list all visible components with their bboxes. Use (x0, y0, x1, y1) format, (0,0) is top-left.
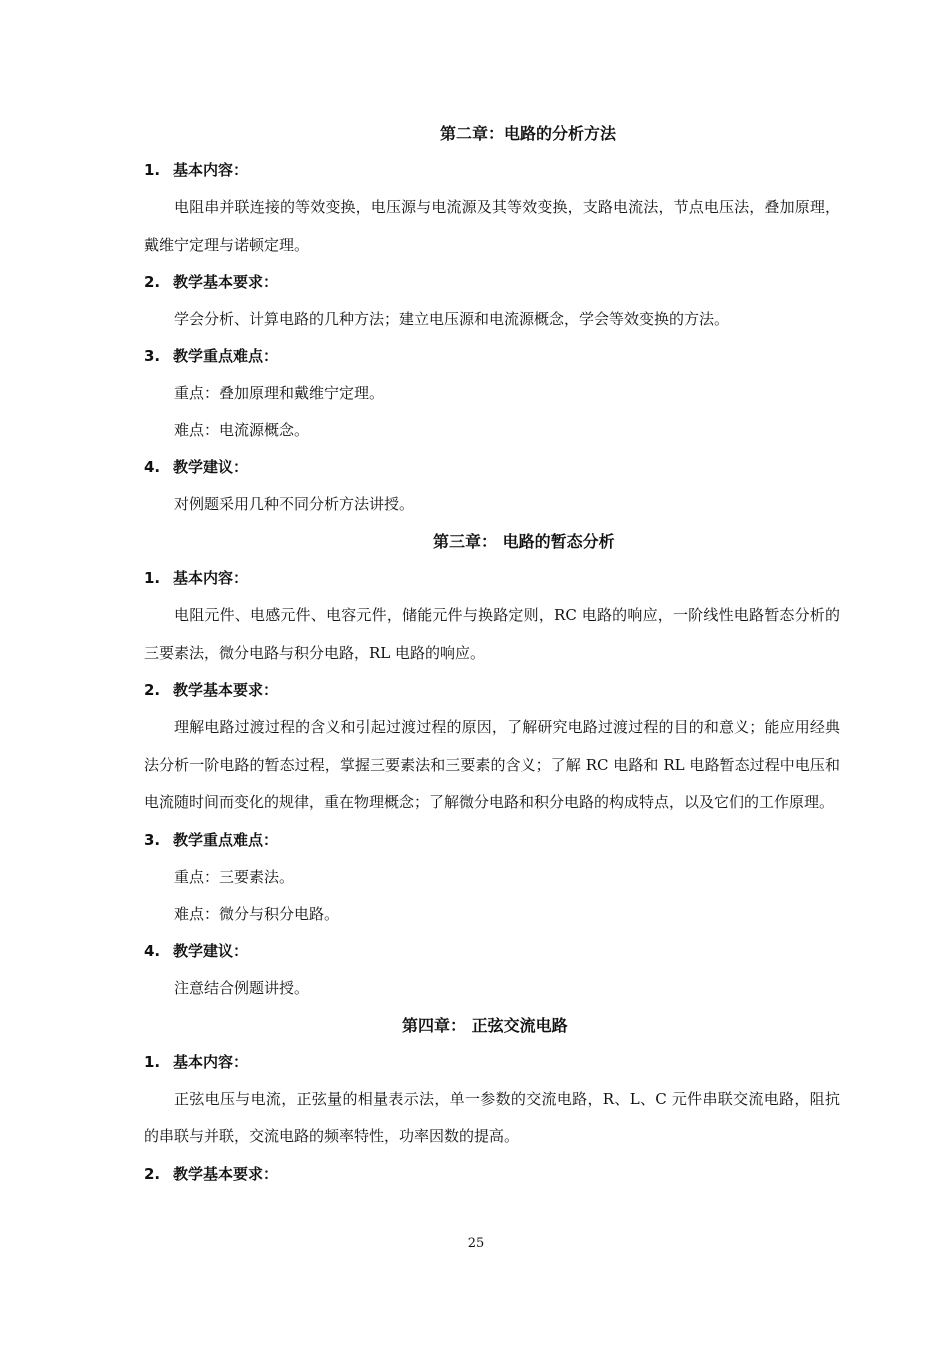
chapter-title: 第三章： 电路的暂态分析 (433, 532, 615, 551)
chapter-3 (144, 523, 840, 1007)
section-number: 2. (144, 681, 161, 699)
section-label: 教学建议： (173, 941, 249, 960)
suggestion-text: 对例题采用几种不同分析方法讲授。 (174, 495, 415, 513)
chapter-title: 第二章：电路的分析方法 (440, 124, 617, 143)
page-content (144, 115, 840, 1193)
section-number: 1. (144, 569, 161, 587)
section-heading-content (144, 152, 840, 189)
section-number: 1. (144, 1052, 161, 1071)
section-label: 教学建议： (173, 458, 249, 476)
section-label: 教学基本要求： (173, 681, 279, 699)
section-number: 1. (144, 161, 161, 179)
chapter-title: 第四章： 正弦交流电路 (402, 1015, 568, 1035)
section-number: 2. (144, 1164, 161, 1183)
section-heading-requirements (144, 1156, 840, 1193)
section-label: 基本内容： (173, 1052, 249, 1071)
section-label: 教学基本要求： (173, 1164, 279, 1183)
section-number: 3. (144, 347, 161, 365)
content-paragraph: 正弦电压与电流，正弦量的相量表示法，单一参数的交流电路，R、L、C 元件串联交流电路，阻抗的串联与并联，交流电路的频率特性，功率因数的提高。 (144, 1089, 840, 1145)
section-label: 基本内容： (173, 569, 249, 587)
difficult-point-text: 难点：微分与积分电路。 (174, 904, 340, 923)
section-number: 2. (144, 273, 161, 291)
section-label: 教学重点难点： (173, 830, 279, 849)
chapter-4 (144, 1007, 840, 1193)
key-point-text: 重点：三要素法。 (174, 867, 295, 886)
difficult-point-text: 难点：电流源概念。 (174, 421, 310, 439)
section-heading-content (144, 560, 840, 597)
section-number: 4. (144, 458, 161, 476)
section-heading-suggestions (144, 933, 840, 970)
section-label: 基本内容： (173, 161, 249, 179)
key-point-text: 重点：叠加原理和戴维宁定理。 (174, 384, 385, 402)
content-paragraph: 电阻元件、电感元件、电容元件，储能元件与换路定则，RC 电路的响应，一阶线性电路暂态分析的三要素法，微分电路与积分电路，RL 电路的响应。 (144, 606, 840, 662)
section-label: 教学重点难点： (173, 347, 279, 365)
section-label: 教学基本要求： (173, 273, 279, 291)
section-heading-requirements (144, 672, 840, 709)
page-number: 25 (467, 1236, 485, 1251)
section-heading-key-points (144, 822, 840, 859)
section-heading-content (144, 1044, 840, 1081)
section-number: 3. (144, 830, 161, 849)
section-heading-requirements (144, 264, 840, 301)
requirements-text: 学会分析、计算电路的几种方法；建立电压源和电流源概念，学会等效变换的方法。 (174, 310, 730, 328)
content-paragraph: 电阻串并联连接的等效变换，电压源与电流源及其等效变换，支路电流法，节点电压法，叠加原理，戴维宁定理与诺顿定理。 (144, 198, 840, 254)
chapter-2 (144, 115, 840, 523)
section-number: 4. (144, 941, 161, 960)
section-heading-key-points (144, 338, 840, 375)
requirements-paragraph: 理解电路过渡过程的含义和引起过渡过程的原因，了解研究电路过渡过程的目的和意义；能应用经典法分析一阶电路的暂态过程，掌握三要素法和三要素的含义；了解 RC 电路和 RL 电路暂态过程中电压和电流随时间而变化的规律，重在物理概念；了解微分电路和积分电路的构成特点，以及它们的工作原理。 (144, 718, 840, 811)
section-heading-suggestions (144, 449, 840, 486)
suggestion-text: 注意结合例题讲授。 (174, 978, 310, 997)
